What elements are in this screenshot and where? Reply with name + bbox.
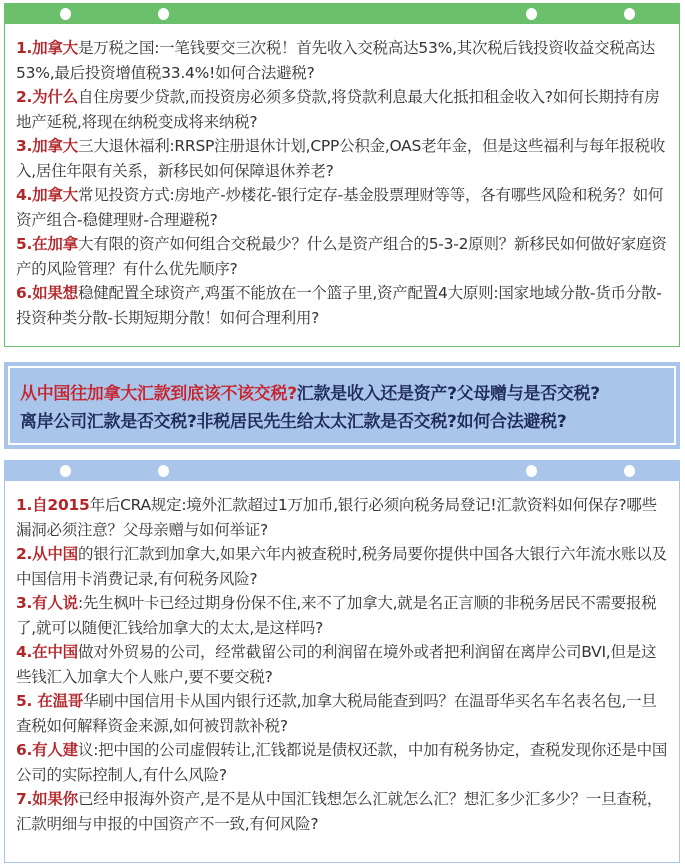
banner-line-1: [20, 380, 674, 408]
panel-body: [4, 481, 680, 863]
question-text: 稳健配置全球资产,鸡蛋不能放在一个篮子里,资产配置4大原则:国家地域分散-货币分散-投资种类分散-长期短期分散！如何合理利用?: [16, 284, 662, 327]
question-text: 年后CRA规定:境外汇款超过1万加币,银行必须向税务局登记!汇款资料如何保存?哪些漏洞必须注意？父母亲赠与如何举证?: [16, 496, 657, 539]
binder-hole-icon: [624, 8, 635, 20]
question-lead: 4.加拿大: [16, 186, 78, 204]
question-text: :先生枫叶卡已经过期身份保不住,来不了加拿大,就是名正言顺的非税务居民不需要报税了,就可以随便汇钱给加拿大的太太,是这样吗?: [16, 594, 657, 637]
question-item: [5, 591, 679, 640]
question-item: [5, 183, 679, 232]
question-text: 议:把中国的公司虚假转让,汇钱都说是债权还款，中加有税务协定，查税发现你还是中国公司的实际控制人,有什么风险?: [16, 741, 668, 784]
question-text: 华刷中国信用卡从国内银行还款,加拿大税局能查到吗？在温哥华买名车名表名包,一旦查税如何解释资金来源,如何被罚款补税?: [16, 692, 657, 735]
question-item: [5, 281, 679, 330]
banner-subline: 汇款是收入还是资产?父母赠与是否交税?: [296, 384, 600, 404]
question-item: [5, 232, 679, 281]
binder-hole-icon: [624, 465, 635, 477]
banner-line-2: 离岸公司汇款是否交税?非税居民先生给太太汇款是否交税?如何合法避税?: [20, 412, 567, 432]
question-item: [5, 134, 679, 183]
remittance-banner: [4, 362, 680, 449]
question-text: 三大退休福利:RRSP注册退休计划,CPP公积金,OAS老年金，但是这些福利与每年报税收入,居住年限有关系，新移民如何保障退休养老?: [16, 137, 666, 180]
panel-header-bar: [4, 3, 680, 24]
question-lead: 4.在中国: [16, 643, 78, 661]
question-lead: 1.加拿大: [16, 39, 78, 57]
question-lead: 3.有人说: [16, 594, 78, 612]
question-lead: 3.加拿大: [16, 137, 78, 155]
question-text: 常见投资方式:房地产-炒楼花-银行定存-基金股票理财等等，各有哪些风险和税务？如何资产组合-稳健理财-合理避税?: [16, 186, 664, 229]
question-item: [5, 787, 679, 836]
question-item: [5, 640, 679, 689]
question-item: [5, 85, 679, 134]
question-lead: 5.在加拿: [16, 235, 78, 253]
binder-hole-icon: [158, 465, 169, 477]
question-item: [5, 738, 679, 787]
question-lead: 1.自2015: [16, 496, 90, 514]
question-lead: 5. 在温哥: [16, 692, 84, 710]
question-lead: 2.为什么: [16, 88, 78, 106]
binder-hole-icon: [60, 465, 71, 477]
question-text: 做对外贸易的公司，经常截留公司的利润留在境外或者把利润留在离岸公司BVI,但是这些钱汇入加拿大个人账户,要不要交税?: [16, 643, 657, 686]
question-lead: 6.有人建: [16, 741, 78, 759]
question-text: 的银行汇款到加拿大,如果六年内被查税时,税务局要你提供中国各大银行六年流水账以及中国信用卡消费记录,有何税务风险?: [16, 545, 667, 588]
question-lead: 6.如果想: [16, 284, 78, 302]
binder-hole-icon: [158, 8, 169, 20]
binder-hole-icon: [526, 8, 537, 20]
question-text: 大有限的资产如何组合交税最少？什么是资产组合的5-3-2原则？新移民如何做好家庭资产的风险管理？有什么优先顺序?: [16, 235, 667, 278]
panel-body: [4, 24, 680, 347]
question-item: [5, 36, 679, 85]
question-item: [5, 542, 679, 591]
question-item: [5, 493, 679, 542]
panel-header-bar: [4, 460, 680, 481]
question-text: 是万税之国:一笔钱要交三次税！首先收入交税高达53%,其次税后钱投资收益交税高达53%,最后投资增值税33.4%!如何合法避税?: [16, 39, 656, 82]
question-item: [5, 689, 679, 738]
question-text: 自住房要少贷款,而投资房必须多贷款,将贷款利息最大化抵扣租金收入?如何长期持有房地产延税,将现在纳税变成将来纳税?: [16, 88, 660, 131]
tax-questions-panel: [4, 3, 680, 347]
remittance-questions-panel: [4, 460, 680, 863]
binder-hole-icon: [60, 8, 71, 20]
question-lead: 2.从中国: [16, 545, 78, 563]
banner-frame: [8, 366, 676, 445]
banner-headline: 从中国往加拿大汇款到底该不该交税?: [20, 384, 297, 404]
question-text: 已经申报海外资产,是不是从中国汇钱想怎么汇就怎么汇？想汇多少汇多少？一旦查税，汇款明细与申报的中国资产不一致,有何风险?: [16, 790, 663, 833]
binder-hole-icon: [526, 465, 537, 477]
question-lead: 7.如果你: [16, 790, 78, 808]
